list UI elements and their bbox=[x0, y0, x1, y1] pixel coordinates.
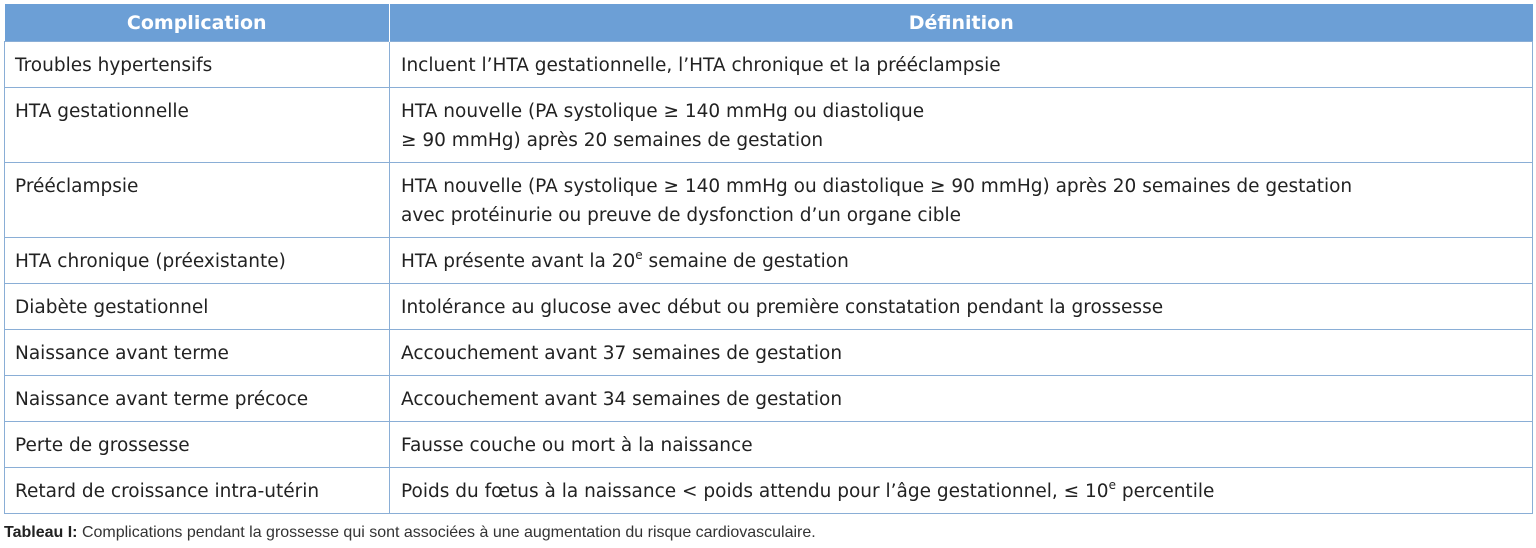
definition-line: Fausse couche ou mort à la naissance bbox=[401, 435, 753, 456]
table-row bbox=[5, 284, 1533, 330]
definition-cell bbox=[390, 284, 1533, 330]
caption-text: Complications pendant la grossesse qui sont associées à une augmentation du risque cardiovasculaire. bbox=[77, 524, 816, 541]
definition-line: Intolérance au glucose avec début ou première constatation pendant la grossesse bbox=[401, 297, 1164, 318]
definition-cell bbox=[390, 42, 1533, 88]
definition-line: HTA nouvelle (PA systolique ≥ 140 mmHg ou diastolique ≥ 90 mmHg) après 20 semaines de gestation bbox=[401, 176, 1353, 197]
definition-line: ≥ 90 mmHg) après 20 semaines de gestation bbox=[401, 130, 824, 151]
column-header-complication: Complication bbox=[5, 4, 390, 42]
complication-cell: Naissance avant terme précoce bbox=[5, 376, 390, 422]
table-row bbox=[5, 88, 1533, 163]
table-row bbox=[5, 238, 1533, 284]
definition-cell bbox=[390, 163, 1533, 238]
complication-cell: Retard de croissance intra-utérin bbox=[5, 468, 390, 514]
definition-line: Incluent l’HTA gestationnelle, l’HTA chronique et la prééclampsie bbox=[401, 55, 1001, 76]
complication-cell: Troubles hypertensifs bbox=[5, 42, 390, 88]
definition-cell bbox=[390, 468, 1533, 514]
complication-cell: Perte de grossesse bbox=[5, 422, 390, 468]
complication-cell: Prééclampsie bbox=[5, 163, 390, 238]
definition-line: avec protéinurie ou preuve de dysfonction d’un organe cible bbox=[401, 205, 961, 226]
complications-table bbox=[4, 4, 1533, 514]
table-row bbox=[5, 163, 1533, 238]
definition-line: Accouchement avant 37 semaines de gestation bbox=[401, 343, 843, 364]
table-row bbox=[5, 422, 1533, 468]
table-row bbox=[5, 468, 1533, 514]
definition-cell bbox=[390, 88, 1533, 163]
superscript: e bbox=[1108, 478, 1116, 492]
complication-cell: Naissance avant terme bbox=[5, 330, 390, 376]
definition-cell bbox=[390, 330, 1533, 376]
table-row bbox=[5, 376, 1533, 422]
column-header-definition: Définition bbox=[390, 4, 1533, 42]
superscript: e bbox=[635, 248, 643, 262]
definition-cell bbox=[390, 238, 1533, 284]
definition-text: Poids du fœtus à la naissance < poids attendu pour l’âge gestationnel, ≤ 10 bbox=[401, 481, 1109, 502]
complication-cell: HTA gestationnelle bbox=[5, 88, 390, 163]
complication-cell: HTA chronique (préexistante) bbox=[5, 238, 390, 284]
definition-cell bbox=[390, 376, 1533, 422]
definition-text: HTA présente avant la 20 bbox=[401, 251, 636, 272]
definition-text: percentile bbox=[1115, 481, 1215, 502]
definition-cell bbox=[390, 422, 1533, 468]
caption-label: Tableau I: bbox=[4, 524, 78, 541]
table-header-row bbox=[5, 4, 1533, 42]
definition-text: semaine de gestation bbox=[642, 251, 849, 272]
definition-line: HTA nouvelle (PA systolique ≥ 140 mmHg ou diastolique bbox=[401, 101, 925, 122]
table-row bbox=[5, 42, 1533, 88]
definition-line: Accouchement avant 34 semaines de gestation bbox=[401, 389, 843, 410]
table-caption bbox=[4, 524, 816, 542]
table-row bbox=[5, 330, 1533, 376]
complication-cell: Diabète gestationnel bbox=[5, 284, 390, 330]
